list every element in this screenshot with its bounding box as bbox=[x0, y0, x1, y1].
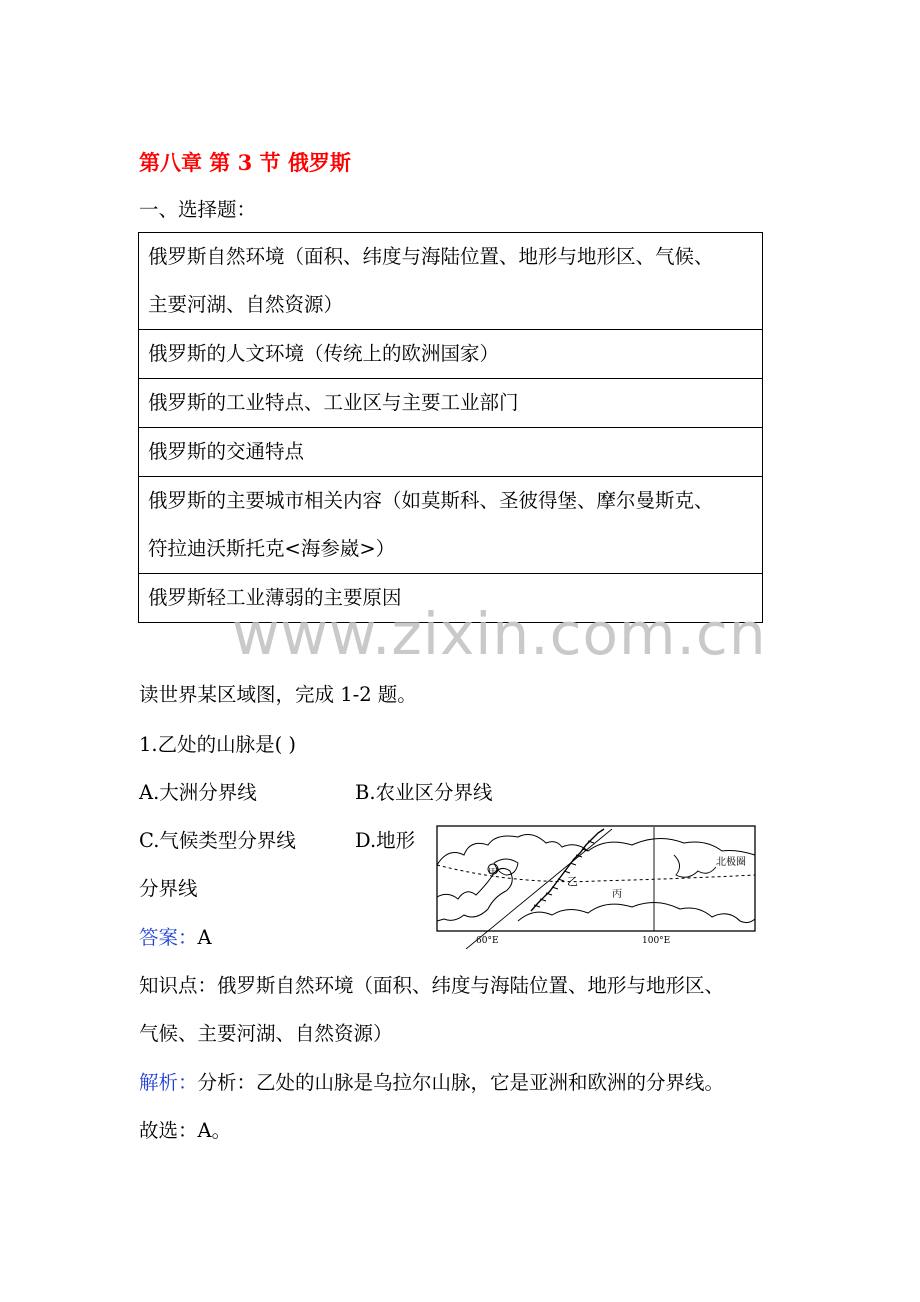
table-cell: 俄罗斯的交通特点 bbox=[139, 428, 763, 477]
cell-line: 俄罗斯的主要城市相关内容（如莫斯科、圣彼得堡、摩尔曼斯克、 bbox=[148, 489, 714, 512]
knowledge-point-line2: 气候、主要河湖、自然资源） bbox=[139, 1022, 393, 1045]
table-cell: 俄罗斯的工业特点、工业区与主要工业部门 bbox=[139, 379, 763, 428]
table-row bbox=[139, 233, 763, 330]
option-b: B.农业区分界线 bbox=[355, 781, 493, 804]
map-label-bing: 丙 bbox=[612, 889, 622, 900]
cell-line: 符拉迪沃斯托克<海参崴>） bbox=[148, 537, 396, 560]
table-cell: 俄罗斯轻工业薄弱的主要原因 bbox=[139, 574, 763, 623]
section-heading: 一、选择题： bbox=[139, 198, 257, 221]
map-label-60e: 60°E bbox=[476, 936, 499, 946]
table-cell bbox=[139, 233, 763, 330]
option-d-continued: 分界线 bbox=[139, 877, 198, 900]
answer bbox=[139, 926, 212, 950]
option-d: D.地形 bbox=[355, 829, 416, 852]
table-row bbox=[139, 379, 763, 428]
cell-line: 俄罗斯自然环境（面积、纬度与海陆位置、地形与地形区、气候、 bbox=[148, 245, 714, 268]
analysis-text: 分析：乙处的山脉是乌拉尔山脉，它是亚洲和欧洲的分界线。 bbox=[197, 1071, 725, 1094]
table-row bbox=[139, 330, 763, 379]
analysis-label: 解析： bbox=[139, 1071, 198, 1094]
option-c: C.气候类型分界线 bbox=[139, 829, 296, 852]
map-label-arctic-circle: 北极圈 bbox=[716, 857, 746, 868]
region-map bbox=[436, 825, 758, 949]
map-label-jia: 甲 bbox=[488, 868, 498, 879]
table-row bbox=[139, 428, 763, 477]
analysis bbox=[139, 1071, 724, 1095]
table-cell bbox=[139, 477, 763, 574]
knowledge-point-line1: 知识点：俄罗斯自然环境（面积、纬度与海陆位置、地形与地形区、 bbox=[139, 974, 725, 997]
cell-line: 主要河湖、自然资源） bbox=[148, 293, 344, 316]
table-row bbox=[139, 477, 763, 574]
question-stem: 1.乙处的山脉是( ) bbox=[139, 733, 297, 756]
table-cell: 俄罗斯的人文环境（传统上的欧洲国家） bbox=[139, 330, 763, 379]
watermark: www.zixin.com.cn bbox=[232, 600, 767, 668]
answer-label: 答案： bbox=[139, 926, 198, 949]
map-label-100e: 100°E bbox=[642, 936, 671, 946]
page-title: 第八章 第 3 节 俄罗斯 bbox=[139, 150, 351, 175]
question-intro: 读世界某区域图，完成 1-2 题。 bbox=[139, 683, 417, 706]
knowledge-outline-table bbox=[138, 232, 763, 623]
answer-value: A bbox=[197, 926, 212, 949]
option-a: A.大洲分界线 bbox=[139, 781, 257, 804]
map-label-yi: 乙 bbox=[567, 875, 578, 888]
analysis-conclusion: 故选：A。 bbox=[139, 1119, 232, 1142]
